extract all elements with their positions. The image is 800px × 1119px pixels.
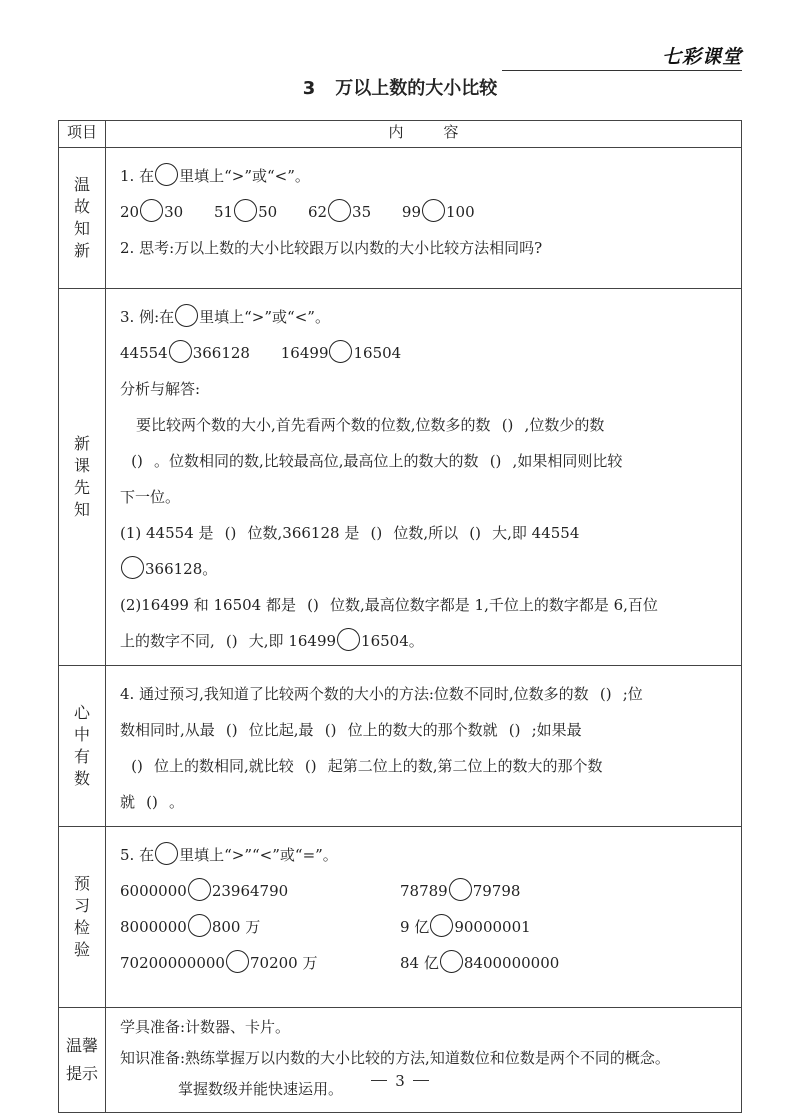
header-item: 项目 [59, 121, 106, 148]
q5-row-2: 8000000 800 万 9 亿 90000001 [120, 909, 725, 945]
answer-blank[interactable] [458, 515, 492, 551]
answer-blank[interactable] [296, 587, 330, 623]
label-check: 预 习 检 验 [59, 827, 106, 1008]
answer-blank[interactable] [498, 712, 532, 748]
brand-logo: 七彩课堂 [661, 46, 742, 68]
q4-line-4: 就( ) 。 [120, 784, 725, 820]
table-header-row [59, 121, 742, 148]
label-mind: 心 中 有 数 [59, 666, 106, 827]
circle-blank[interactable] [188, 914, 211, 937]
page-title [0, 74, 800, 100]
answer-blank[interactable] [294, 748, 328, 784]
footer-dash [371, 1080, 387, 1081]
step-2-line: (2)16499 和 16504 都是( ) 位数,最高位数字都是 1,千位上的数字都是 6,百位 [120, 587, 725, 623]
step-1-result: 366128。 [120, 551, 725, 587]
new-lesson-row [59, 289, 742, 666]
circle-blank[interactable] [140, 199, 163, 222]
circle-blank[interactable] [430, 914, 453, 937]
circle-blank[interactable] [337, 628, 360, 651]
summary-row [59, 666, 742, 827]
analysis-line-1: 要比较两个数的大小,首先看两个数的位数,位数多的数( ) ,位数少的数 [120, 407, 725, 443]
circle-blank[interactable] [329, 340, 352, 363]
answer-blank[interactable] [135, 784, 169, 820]
new-lesson-content [106, 289, 742, 666]
q1-items: 20 30 51 50 62 35 99 100 [120, 194, 725, 230]
answer-blank[interactable] [120, 443, 154, 479]
circle-blank[interactable] [169, 340, 192, 363]
lesson-title: 万以上数的大小比较 [335, 78, 498, 99]
circle-blank[interactable] [422, 199, 445, 222]
q5-row-3: 70200000000 70200 万 84 亿 8400000000 [120, 945, 725, 981]
circle-blank [155, 163, 178, 186]
q1-instruction: 1. 在 里填上“>”或“<”。 [120, 158, 725, 194]
circle-blank[interactable] [440, 950, 463, 973]
analysis-heading: 分析与解答: [120, 380, 201, 398]
circle-blank [155, 842, 178, 865]
footer-dash [413, 1080, 429, 1081]
tips-content [106, 1008, 742, 1113]
check-content [106, 827, 742, 1008]
step-1-line: (1) 44554 是( ) 位数,366128 是( ) 位数,所以( ) 大,即 44554 [120, 515, 725, 551]
q5-instruction: 5. 在 里填上“>”“<”或“=”。 [120, 837, 725, 873]
lesson-number: 3 [302, 78, 316, 99]
analysis-line-3: 下一位。 [120, 488, 181, 506]
review-content [106, 148, 742, 289]
circle-blank[interactable] [121, 556, 144, 579]
knowledge-note-cont: 掌握数级并能快速运用。 [178, 1080, 344, 1098]
header-content: 内容 [106, 121, 742, 148]
answer-blank[interactable] [359, 515, 393, 551]
answer-blank[interactable] [589, 676, 623, 712]
answer-blank[interactable] [215, 623, 249, 659]
q4-line-1: 4. 通过预习,我知道了比较两个数的大小的方法:位数不同时,位数多的数( ) ;位 [120, 676, 725, 712]
page-number: 3 [395, 1072, 405, 1090]
answer-blank[interactable] [214, 515, 248, 551]
lesson-table [58, 120, 742, 1113]
circle-blank [175, 304, 198, 327]
answer-blank[interactable] [479, 443, 513, 479]
q4-line-3: ( )位上的数相同,就比较( ) 起第二位上的数,第二位上的数大的那个数 [120, 748, 725, 784]
page-footer [0, 1072, 800, 1090]
label-review: 温 故 知 新 [59, 148, 106, 289]
review-row [59, 148, 742, 289]
step-2-result: 上的数字不同,( ) 大,即 16499 16504。 [120, 623, 725, 659]
circle-blank[interactable] [188, 878, 211, 901]
answer-blank[interactable] [215, 712, 249, 748]
check-row [59, 827, 742, 1008]
knowledge-note: 知识准备:熟练掌握万以内数的大小比较的方法,知道数位和位数是两个不同的概念。 [120, 1049, 670, 1067]
tips-row [59, 1008, 742, 1113]
q3-items: 44554 366128 16499 16504 [120, 335, 725, 371]
analysis-line-2: ( )。位数相同的数,比较最高位,最高位上的数大的数( ) ,如果相同则比较 [120, 443, 725, 479]
answer-blank[interactable] [491, 407, 525, 443]
q4-line-2: 数相同时,从最( ) 位比起,最( ) 位上的数大的那个数就( ) ;如果最 [120, 712, 725, 748]
circle-blank[interactable] [328, 199, 351, 222]
circle-blank[interactable] [226, 950, 249, 973]
q2-text: 2. 思考:万以上数的大小比较跟万以内数的大小比较方法相同吗? [120, 239, 543, 257]
answer-blank[interactable] [314, 712, 348, 748]
q3-instruction: 3. 例:在 里填上“>”或“<”。 [120, 299, 725, 335]
circle-blank[interactable] [234, 199, 257, 222]
label-new: 新 课 先 知 [59, 289, 106, 666]
header-rule [502, 70, 742, 71]
label-tips: 温馨 提示 [59, 1008, 106, 1113]
tools-note: 学具准备:计数器、卡片。 [120, 1018, 291, 1036]
q5-row-1: 6000000 23964790 78789 79798 [120, 873, 725, 909]
summary-content [106, 666, 742, 827]
circle-blank[interactable] [449, 878, 472, 901]
answer-blank[interactable] [120, 748, 154, 784]
